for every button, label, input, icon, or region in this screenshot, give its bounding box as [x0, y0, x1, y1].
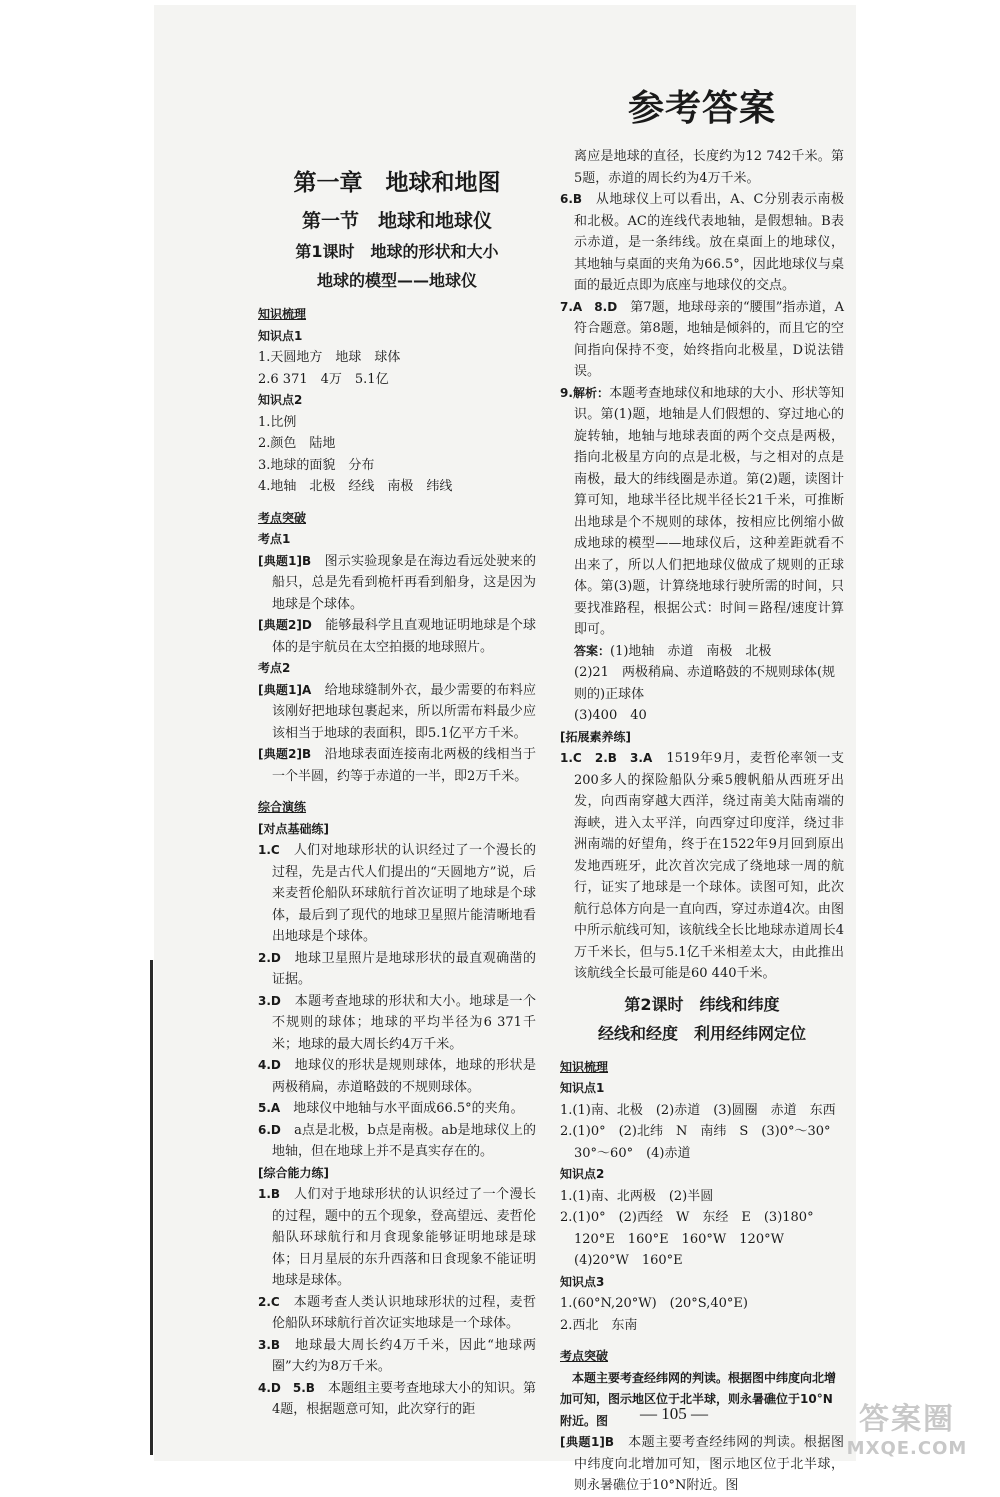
answer-entry: 3.D 本题考查地球的形状和大小。地球是一个不规则的球体；地球的平均半径为6 371千米；地球的最大周长约4万千米。	[258, 993, 536, 1052]
answer-entry: 7.A 8.D 第7题，地球母亲的“腰围”指赤道，A符合题意。第8题，地轴是倾斜的，而且它的空间指向保持不变，始终指向北极星，D说法错误。	[560, 299, 844, 379]
answer-entry: 1.C 人们对地球形状的认识经过了一个漫长的过程，先是古代人们提出的“天圆地方”说，后来麦哲伦船队环球航行首次证明了地球是个球体，最后到了现代的地球卫星照片能清晰地看出地球是个球体。	[258, 843, 536, 944]
answer-line: 1.比例	[258, 414, 297, 430]
answer-line: 2.颜色 陆地	[258, 436, 336, 451]
answer-line: 2.(1)0° (2)西经 W 东经 E (3)180° 120°E 160°E 160°W 120°W (4)20°W 160°E	[560, 1210, 827, 1268]
answer-entry: 5.A 地球仪中地轴与水平面成66.5°的夹角。	[258, 1101, 524, 1116]
answer-entry: 1.B 人们对于地球形状的认识经过了一个漫长的过程，题中的五个现象，登高望远、麦哲伦船队环球航行和月食现象能够证明地球是球体；日月星辰的东升西落和日食现象不能证明地球是球体。	[258, 1187, 536, 1288]
watermark-logo: 答案圈 MXQE.COM	[846, 1402, 968, 1459]
answer-line: 1.(1)南、北两极 (2)半圆	[560, 1188, 714, 1204]
answer-entry: 6.B 从地球仪上可以看出，A、C分别表示南极和北极。AC的连线代表地轴，是假想轴。B表示赤道，是一条纬线。放在桌面上的地球仪，其地轴与桌面的夹角为66.5°，因此地球仪与桌面的最近点即为底座与地球仪的交点。	[560, 192, 844, 293]
knowledge-point-1: 知识点1	[560, 1081, 605, 1095]
page-number: — 105 —	[640, 1404, 708, 1423]
answer-line: (3)400 40	[574, 708, 647, 723]
section-title: 第一节 地球和地球仪	[301, 210, 492, 232]
subheading-tuozhan: [拓展素养练]	[560, 729, 631, 744]
answer-line: 2.6 371 4万 5.1亿	[258, 371, 389, 387]
answer-entry: 9.解析：本题考查地球仪和地球的大小、形状等知识。第(1)题，地轴是人们假想的、穿过地心的旋转轴，地轴与地球表面的两个交点是两极，指向北极星方向的点是北极，与之相对的点是南极，最大的纬线圈是赤道。第(2)题，读图计算可知，地球半径比规半径长21千米，可推断出地球是个不规则的球体，按相应比例缩小做成地球的模型——地球仪后，这种差距就看不出来了，所以人们把地球仪做成了规则的正球体。第(3)题，计算绕地球行驶所需的时间，只要找准路程，根据公式：时间＝路程/速度计算即可。	[560, 385, 844, 637]
answer-line: 4.地轴 北极 经线 南极 纬线	[258, 479, 453, 494]
answer-entry: 3.B 地球最大周长约4万千米，因此“地球两圈”大约为8万千米。	[258, 1337, 536, 1374]
right-column	[560, 146, 844, 1497]
answer-entry: 6.D a点是北极，b点是南极。ab是地球仪上的地轴，但在地球上并不是真实存在的。	[258, 1122, 536, 1159]
knowledge-point-1: 知识点1	[258, 328, 303, 343]
answer-line: 1.(1)南、北极 (2)赤道 (3)圆圈 赤道 东西	[560, 1102, 836, 1118]
answer-entry: [典题1]B 本题主要考查经纬网的判读。根据图中纬度向北增加可知，图示地区位于北半球，则永暑礁位于10°N附近。图	[560, 1435, 844, 1493]
answer-line: 2.(1)0° (2)北纬 N 南纬 S (3)0°～30° 30°～60° (4)赤道	[560, 1124, 844, 1161]
left-column	[258, 160, 536, 1421]
exam-point-1: 考点1	[258, 532, 291, 546]
chapter-title: 第一章 地球和地图	[293, 170, 501, 196]
answer-entry: 1.C 2.B 3.A 1519年9月，麦哲伦率领一支200多人的探险船队分乘5艘帆船从西班牙出发，向西南穿越大西洋，绕过南美大陆南端的海峡，进入太平洋，向西穿过印度洋，绕过非洲南端的好望角，终于在1522年9月回到原出发地西班牙，此次首次完成了绕地球一周的航行，证实了地球是一个球体。读图可知，此次航行总体方向是一直向西，穿过赤道4次。由图中所示航线可知，该航线全长比地球赤道周长4万千米长，但与5.1亿千米相差太大，由此推出该航线全长最可能是60 440千米。	[560, 751, 845, 981]
heading-zhishi-shuli: 知识梳理	[258, 307, 307, 321]
answer-entry: 2.D 地球卫星照片是地球形状的最直观确凿的证据。	[258, 950, 536, 987]
page-spine-shadow	[150, 960, 153, 1455]
knowledge-point-3: 知识点3	[560, 1274, 605, 1289]
answer-line: 1.天圆地方 地球 球体	[258, 350, 401, 365]
heading-zhishi-shuli: 知识梳理	[560, 1059, 609, 1074]
lesson-subtitle: 地球的模型——地球仪	[316, 271, 477, 290]
answer-line: (2)21 两极稍扁、赤道略鼓的不规则球体(规则的)正球体	[574, 665, 836, 702]
answer-entry: [典题1]A 给地球缝制外衣，最少需要的布料应该刚好把地球包裹起来，所以所需布料最少应该相当于地球的表面积，即5.1亿平方千米。	[258, 682, 536, 741]
heading-kaodian-tupo: 考点突破	[560, 1349, 609, 1363]
exam-point-1: 本题主要考查经纬网的判读。根据图中纬度向北增加可知，图示地区位于北半球，则永暑礁位于10°N附近。图	[560, 1370, 837, 1428]
answer-entry: [典题2]D 能够最科学且直观地证明地球是个球体的是宇航员在太空拍摄的地球照片。	[258, 618, 536, 655]
subheading-duidian: [对点基础练]	[258, 821, 329, 836]
subheading-nengli: [综合能力练]	[258, 1165, 329, 1180]
lesson-title: 第1课时 地球的形状和大小	[295, 242, 499, 261]
answer-entry: 2.C 本题考查人类认识地球形状的过程，麦哲伦船队环球航行首次证实地球是一个球体。	[258, 1294, 536, 1331]
lesson2-title: 第2课时 纬线和纬度	[624, 994, 780, 1014]
answer-line: 3.地球的面貌 分布	[258, 457, 375, 473]
lesson2-subtitle: 经线和经度 利用经纬网定位	[597, 1023, 806, 1043]
exam-point-2: 考点2	[258, 661, 291, 675]
answer-line: 1.(60°N,20°W) (20°S,40°E)	[560, 1296, 748, 1311]
answer-entry: [典题2]B 沿地球表面连接南北两极的线相当于一个半圆，约等于赤道的一半，即2万千米。	[258, 747, 536, 784]
heading-kaodian-tupo: 考点突破	[258, 510, 307, 525]
answer-entry: [典题1]B 图示实验现象是在海边看远处驶来的船只，总是先看到桅杆再看到船身，这是因为地球是个球体。	[258, 553, 536, 612]
answer-entry: 4.D 地球仪的形状是规则球体，地球的形状是两极稍扁，赤道略鼓的不规则球体。	[258, 1058, 536, 1095]
heading-zonghe-yanlian: 综合演练	[258, 800, 307, 814]
answer-line: 2.西北 东南	[560, 1317, 638, 1333]
answer-block: 答案：(1)地轴 赤道 南极 北极	[574, 643, 772, 659]
answer-key-banner: 参考答案	[628, 88, 777, 129]
knowledge-point-2: 知识点2	[258, 393, 303, 407]
answer-entry-continued: 离应是地球的直径，长度约为12 742千米。第5题，赤道的周长约为4万千米。	[574, 149, 844, 186]
knowledge-point-2: 知识点2	[560, 1167, 605, 1181]
answer-entry: 4.D 5.B 本题组主要考查地球大小的知识。第4题，根据题意可知，此次穿行的距	[258, 1380, 536, 1417]
